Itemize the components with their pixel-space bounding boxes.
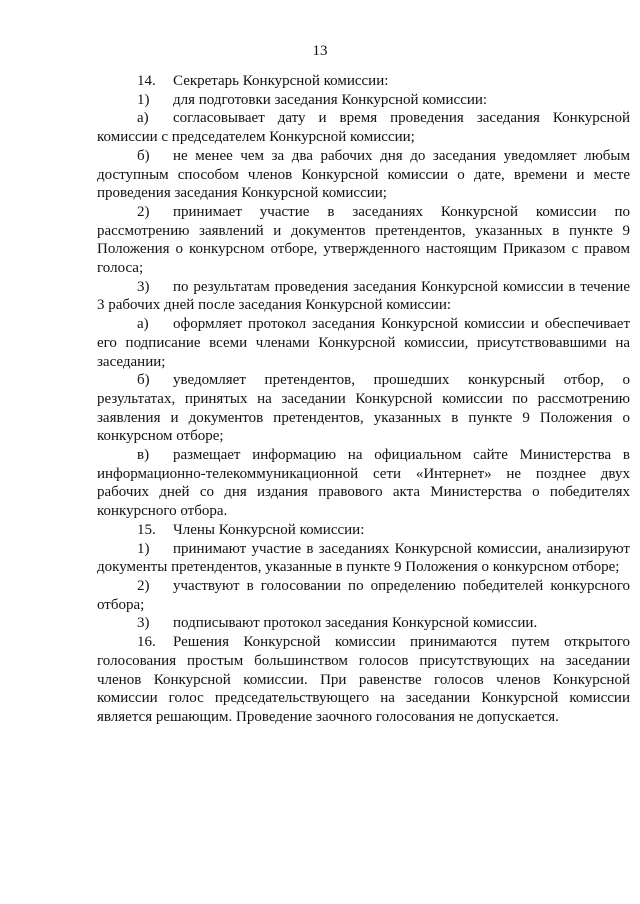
paragraph-marker: а) [137,110,149,127]
paragraph-marker: 16. [137,634,156,651]
paragraph-15-1 [97,540,630,577]
paragraph-text: принимают участие в заседаниях Конкурсной комиссии, анализируют документы претендентов, указанные в пункте 9 Положения о конкурсном отборе; [97,540,630,576]
paragraph-14 [97,72,630,91]
paragraph-marker: а) [137,316,149,333]
paragraph-14-2 [97,203,630,278]
paragraph-14-3 [97,278,630,315]
paragraph-14-3-a [97,315,630,371]
paragraph-14-1-a [97,109,630,146]
paragraph-marker: 3) [137,615,150,632]
paragraph-text: оформляет протокол заседания Конкурсной комиссии и обеспечивает его подписание всеми членами Конкурсной комиссии, присутствовавшими на заседании; [97,316,630,370]
paragraph-15-3 [97,614,630,633]
paragraph-text: размещает информацию на официальном сайте Министерства в информационно-телекоммуникационной сети «Интернет» не позднее двух рабочих дней со дня издания правового акта Министерства о победителях конкурсного отбора. [97,447,630,520]
paragraph-14-3-b [97,371,630,446]
paragraph-text: по результатам проведения заседания Конкурсной комиссии в течение 3 рабочих дней после заседания Конкурсной комиссии: [97,278,630,314]
paragraph-marker: б) [137,147,150,164]
paragraph-marker: 2) [137,577,150,594]
paragraph-14-3-v [97,446,630,521]
paragraph-text: для подготовки заседания Конкурсной комиссии: [173,91,488,108]
paragraph-14-1-b [97,147,630,203]
paragraph-text: принимает участие в заседаниях Конкурсной комиссии по рассмотрению заявлений и документов претендентов, указанных в пункте 9 Положения о конкурсном отборе, утвержденного настоящим Приказом с правом голоса; [97,203,630,277]
paragraph-marker: 1) [137,540,150,557]
paragraph-marker: 15. [137,521,156,538]
paragraph-marker: 3) [137,278,150,295]
paragraph-15-2 [97,577,630,614]
paragraph-marker: в) [137,447,150,464]
paragraph-marker: 2) [137,203,150,220]
paragraph-text: Секретарь Конкурсной комиссии: [173,73,389,89]
paragraph-text: согласовывает дату и время проведения заседания Конкурсной комиссии с председателем Конкурсной комиссии; [97,110,630,146]
paragraph-text: подписывают протокол заседания Конкурсной комиссии. [173,615,538,632]
paragraph-text: Члены Конкурсной комиссии: [173,521,365,538]
paragraph-marker: б) [137,372,150,389]
paragraph-text: уведомляет претендентов, прошедших конкурсный отбор, о результатах, принятых на заседании Конкурсной комиссии по рассмотрению заявления и документов претендентов, указанных в пункте 9 Положения о конкурсном отборе; [97,372,630,445]
paragraph-marker: 14. [137,73,156,89]
paragraph-text: Решения Конкурсной комиссии принимаются путем открытого голосования простым большинством голосов присутствующих на заседании членов Конкурсной комиссии. При равенстве голосов членов Конкурсной комиссии голос председательствующего на заседании Конкурсной комиссии является решающим. Проведение заочного голосования не допускается. [97,634,630,725]
document-body [97,72,630,727]
paragraph-16 [97,633,630,727]
paragraph-14-1 [97,91,630,110]
paragraph-text: участвуют в голосовании по определению победителей конкурсного отбора; [97,577,630,613]
paragraph-15 [97,521,630,540]
page-number: 13 [312,43,328,59]
paragraph-marker: 1) [137,91,150,108]
paragraph-text: не менее чем за два рабочих дня до заседания уведомляет любым доступным способом членов Конкурсной комиссии о дате, времени и месте проведения заседания Конкурсной комиссии; [97,147,630,202]
